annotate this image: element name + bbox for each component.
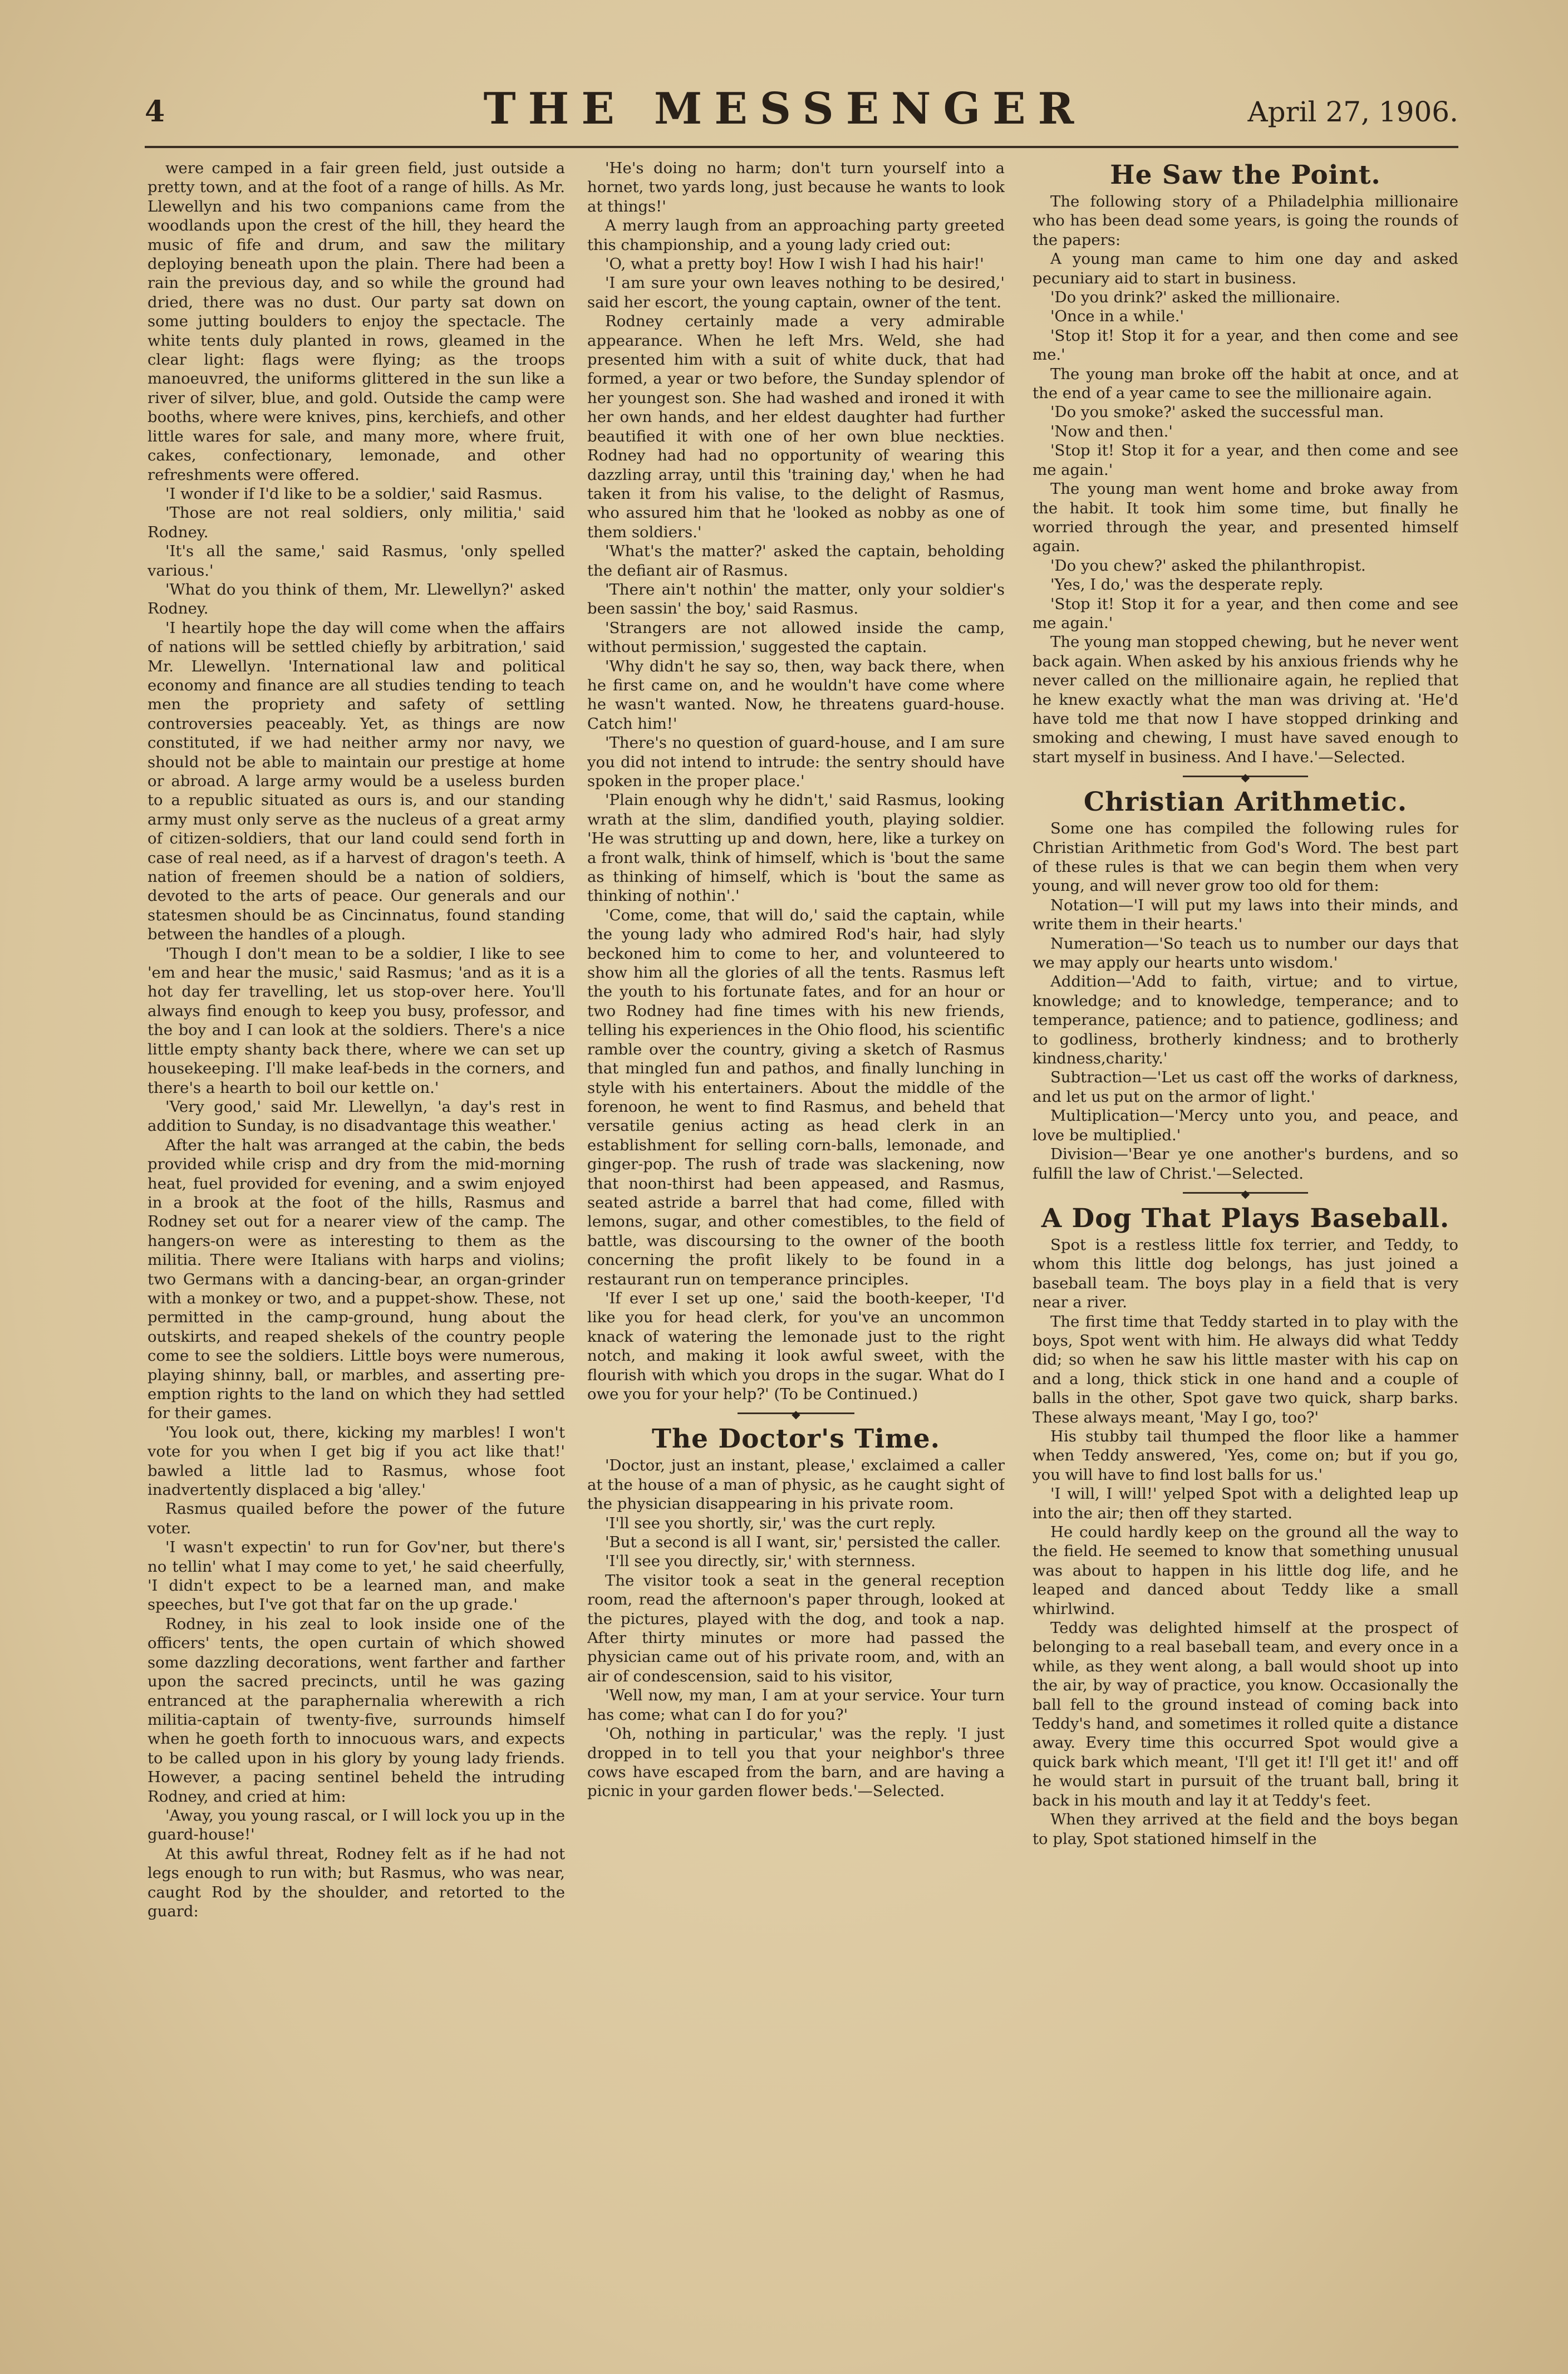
saw-the-point-paragraph: 'Do you drink?' asked the millionaire. bbox=[1050, 288, 1340, 307]
dog-baseball-paragraph: He could hardly keep on the ground all the way to the field. He seemed to know that something unusual was about to happen in his little dog life, and he leaped and danced about Teddy like a small whirlwind. bbox=[1033, 1523, 1458, 1618]
saw-the-point-paragraph: The young man stopped chewing, but he never went back again. When asked by his anxious friends why he never called on the millionaire again, he replied that he knew exactly what the man was driving at. 'He'd have told me that now I have stopped drinking and smoking and chewing, I must have saved enough to start myself in business. And I have.'—Selected. bbox=[1033, 633, 1458, 766]
column-1 bbox=[148, 159, 565, 2341]
story-paragraph: 'O, what a pretty boy! How I wish I had his hair!' bbox=[605, 255, 984, 273]
christian-arithmetic-paragraph: Division—'Bear ye one another's burdens, and so fulfill the law of Christ.'—Selected. bbox=[1033, 1145, 1458, 1183]
saw-the-point-paragraph: The young man broke off the habit at once, and at the end of a year came to see the millionaire again. bbox=[1033, 365, 1458, 403]
story-paragraph: Rasmus quailed before the power of the future voter. bbox=[148, 1500, 565, 1537]
story-paragraph: 'Why didn't he say so, then, way back there, when he first came on, and he wouldn't have come where he wasn't wanted. Now, he threatens guard-house. Catch him!' bbox=[587, 657, 1005, 733]
masthead bbox=[145, 84, 1458, 145]
christian-arithmetic-paragraph: Multiplication—'Mercy unto you, and peace, and love be multiplied.' bbox=[1033, 1107, 1458, 1144]
section-divider bbox=[1033, 767, 1458, 786]
saw-the-point-paragraph: The following story of a Philadelphia millionaire who has been dead some years, is going the rounds of the papers: bbox=[1033, 193, 1458, 249]
masthead-rule bbox=[145, 146, 1458, 148]
story-paragraph: 'He's doing no harm; don't turn yourself into a hornet, two yards long, just because he wants to look at things!' bbox=[587, 159, 1005, 215]
christian-arithmetic-heading: Christian Arithmetic. bbox=[1083, 787, 1408, 818]
story-paragraph: 'I wasn't expectin' to run for Gov'ner, but there's no tellin' what I may come to yet,' he said cheerfully, 'I didn't expect to be a learned man, and make speeches, but I've got that far on the up grade.' bbox=[148, 1538, 565, 1614]
story-paragraph: At this awful threat, Rodney felt as if he had not legs enough to run with; but Rasmus, who was near, caught Rod by the shoulder, and retorted to the guard: bbox=[148, 1845, 565, 1920]
story-paragraph: 'There's no question of guard-house, and I am sure you did not intend to intrude: the sentry should have spoken in the proper place.' bbox=[587, 734, 1005, 790]
newspaper-title: THE MESSENGER bbox=[483, 84, 1087, 134]
doctors-time-paragraph: 'Oh, nothing in particular,' was the reply. 'I just dropped in to tell you that your neighbor's three cows have escaped from the barn, and are having a picnic in your garden flower beds.'—Selected. bbox=[587, 1725, 1005, 1801]
dog-baseball-paragraph: Spot is a restless little fox terrier, and Teddy, to whom this little dog belongs, has just joined a baseball team. The boys play in a field that is very near a river. bbox=[1033, 1235, 1458, 1312]
dog-baseball-paragraph: Teddy was delighted himself at the prospect of belonging to a real baseball team, and every once in a while, as they went along, a ball would shoot up into the air, by way of practice, you know. Occasionally the ball fell to the ground instead of coming back into Teddy's hand, and sometimes it rolled quite a distance away. Every time this occurred Spot would give a quick bark which meant, 'I'll get it! I'll get it!' and off he would start in pursuit of the truant ball, bring it back in his mouth and lay it at Teddy's feet. bbox=[1033, 1619, 1458, 1809]
dog-baseball-paragraph: 'I will, I will!' yelped Spot with a delighted leap up into the air; then off they started. bbox=[1033, 1485, 1458, 1522]
story-paragraph: 'There ain't nothin' the matter, only your soldier's been sassin' the boy,' said Rasmus. bbox=[587, 580, 1005, 618]
page-number: 4 bbox=[145, 95, 165, 129]
story-paragraph: 'Plain enough why he didn't,' said Rasmus, looking wrath at the slim, dandified youth, playing soldier. 'He was strutting up and down, here, like a turkey on a front walk, think of himself, which is 'bout the same as thinking of himself, which is 'bout the same as thinking of nothin'.' bbox=[587, 791, 1005, 905]
story-paragraph: Rodney, in his zeal to look inside one of the officers' tents, the open curtain of which showed some dazzling decorations, went farther and farther upon the sacred precincts, until he was gazing entranced at the paraphernalia wherewith a rich militia-captain of twenty-five, surrounds himself when he goeth forth to innocuous wars, and expects to be called upon in his glory by young lady friends. However, a pacing sentinel beheld the intruding Rodney, and cried at him: bbox=[148, 1615, 565, 1806]
story-paragraph: After the halt was arranged at the cabin, the beds provided while crisp and dry from the mid-morning heat, fuel provided for evening, and a swim enjoyed in a brook at the foot of the hills, Rasmus and Rodney set out for a nearer view of the camp. The hangers-on were as interesting to them as the militia. There were Italians with harps and violins; two Germans with a dancing-bear, an organ-grinder with a monkey or two, and a puppet-show. These, not permitted in the camp-ground, hung about the outskirts, and reaped shekels of the country people come to see the soldiers. Little boys were numerous, playing shinny, ball, or marbles, and asserting pre-emption rights to the land on which they had settled for their games. bbox=[148, 1136, 565, 1423]
story-paragraph: were camped in a fair green field, just outside a pretty town, and at the foot of a range of hills. As Mr. Llewellyn and his two companions came from the woodlands upon the crest of the hill, they heard the music of fife and drum, and saw the military deploying beneath upon the plain. There had been a rain the previous day, and so while the ground had dried, there was no dust. Our party sat down on some jutting boulders to enjoy the spectacle. The white tents duly planted in rows, gleamed in the clear light: flags were flying; as the troops manoeuvred, the uniforms glittered in the sun like a river of silver, blue, and gold. Outside the camp were booths, where were knives, pins, kerchiefs, and other little wares for sale, and many more, where fruit, cakes, confectionary, lemonade, and other refreshments were offered. bbox=[148, 159, 565, 484]
doctors-time-paragraph: 'But a second is all I want, sir,' persisted the caller. bbox=[605, 1533, 1001, 1552]
saw-the-point-paragraph: The young man went home and broke away from the habit. It took him some time, but finally he worried through the year, and presented himself again. bbox=[1033, 480, 1458, 556]
saw-the-point-heading: He Saw the Point. bbox=[1110, 160, 1381, 190]
saw-the-point-paragraph: 'Stop it! Stop it for a year, and then come and see me again.' bbox=[1033, 595, 1458, 632]
section-divider bbox=[587, 1404, 1005, 1423]
story-paragraph: 'It's all the same,' said Rasmus, 'only spelled various.' bbox=[148, 542, 565, 580]
column-2 bbox=[587, 159, 1005, 2341]
saw-the-point-paragraph: A young man came to him one day and asked pecuniary aid to start in business. bbox=[1033, 250, 1458, 287]
story-paragraph: 'Come, come, that will do,' said the captain, while the young lady who admired Rod's hair, had slyly beckoned him to come to her, and volunteered to show him all the glories of all the tents. Rasmus left the youth to his fortunate fates, and for an hour or two Rodney had fine times with his new friends, telling his experiences in the Ohio flood, his scientific ramble over the country, giving a sketch of Rasmus that mingled fun and pathos, and finally lunching in style with his entertainers. About the middle of the forenoon, he went to find Rasmus, and beheld that versatile genius acting as head clerk in an establishment for selling corn-balls, lemonade, and ginger-pop. The rush of trade was slackening, now that noon-thirst had been appeased, and Rasmus, seated astride a barrel that had come, filled with lemons, sugar, and other comestibles, to the field of battle, was discoursing to the owner of the booth concerning the profit likely to be found in a restaurant run on temperance principles. bbox=[587, 906, 1005, 1288]
christian-arithmetic-paragraph: Subtraction—'Let us cast off the works of darkness, and let us put on the armor of light.' bbox=[1033, 1068, 1458, 1106]
story-paragraph: 'I am sure your own leaves nothing to be desired,' said her escort, the young captain, owner of the tent. bbox=[587, 274, 1005, 311]
story-paragraph: 'If ever I set up one,' said the booth-keeper, 'I'd like you for head clerk, for you've an uncommon knack of watering the lemonade just to the right notch, and making it look awful sweet, with the flourish with which you drops in the sugar. What do I owe you for your help?' (To be Continued.) bbox=[587, 1289, 1005, 1403]
section-divider bbox=[1033, 1183, 1458, 1202]
story-paragraph: 'What do you think of them, Mr. Llewellyn?' asked Rodney. bbox=[148, 580, 565, 618]
doctors-time-paragraph: 'Doctor, just an instant, please,' exclaimed a caller at the house of a man of physic, as he caught sight of the physician disappearing in his private room. bbox=[587, 1456, 1005, 1513]
story-paragraph: A merry laugh from an approaching party greeted this championship, and a young lady cried out: bbox=[587, 217, 1005, 254]
story-paragraph: 'Those are not real soldiers, only militia,' said Rodney. bbox=[148, 504, 565, 541]
saw-the-point-paragraph: 'Stop it! Stop it for a year, and then come and see me.' bbox=[1033, 326, 1458, 364]
christian-arithmetic-paragraph: Addition—'Add to faith, virtue; and to virtue, knowledge; and to knowledge, temperance; and to temperance, patience; and to patience, godliness; and to godliness, brotherly kindness; and to brotherly kindness,charity.' bbox=[1033, 973, 1458, 1068]
story-paragraph: 'I heartily hope the day will come when the affairs of nations will be settled chiefly by arbitration,' said Mr. Llewellyn. 'International law and political economy and finance are all studies tending to teach men the propriety and safety of settling controversies peaceably. Yet, as things are now constituted, if we had neither army nor navy, we should not be able to maintain our prestige at home or abroad. A large army would be a useless burden to a republic situated as ours is, and our standing army must only serve as the nucleus of a great army of citizen-soldiers, that our land could send forth in case of real need, as if a harvest of dragon's teeth. A nation of freemen should be a nation of soldiers, devoted to the arts of peace. Our generals and our statesmen should be as Cincinnatus, found standing between the handles of a plough. bbox=[148, 619, 565, 944]
doctors-time-paragraph: 'Well now, my man, I am at your service. Your turn has come; what can I do for you?' bbox=[587, 1686, 1005, 1724]
saw-the-point-paragraph: 'Yes, I do,' was the desperate reply. bbox=[1050, 576, 1324, 594]
doctors-time-paragraph: 'I'll see you directly, sir,' with sternness. bbox=[605, 1552, 916, 1571]
issue-date: April 27, 1906. bbox=[1247, 96, 1458, 128]
doctors-time-paragraph: 'I'll see you shortly, sir,' was the curt reply. bbox=[605, 1514, 936, 1532]
doctors-time-paragraph: The visitor took a seat in the general reception room, read the afternoon's paper through, looked at the pictures, played with the dog, and took a nap. After thirty minutes or more had passed the physician came out of his private room, and, with an air of condescension, said to his visitor, bbox=[587, 1571, 1005, 1685]
story-paragraph: 'Very good,' said Mr. Llewellyn, 'a day's rest in addition to Sunday, is no disadvantage this weather.' bbox=[148, 1097, 565, 1135]
story-paragraph: Rodney certainly made a very admirable appearance. When he left Mrs. Weld, she had presented him with a suit of white duck, that had formed, a year or two before, the Sunday splendor of her youngest son. She had washed and ironed it with her own hands, and her eldest daughter had further beautified it with one of her own blue neckties. Rodney had had no opportunity of wearing this dazzling array, until this 'training day,' when he had taken it from his valise, to the delight of Rasmus, who assured him that he 'looked as nobby as one of them soldiers.' bbox=[587, 312, 1005, 541]
doctors-time-heading: The Doctor's Time. bbox=[652, 1424, 940, 1455]
story-paragraph: 'Away, you young rascal, or I will lock you up in the guard-house!' bbox=[148, 1806, 565, 1844]
dog-baseball-heading: A Dog That Plays Baseball. bbox=[1041, 1203, 1450, 1234]
christian-arithmetic-paragraph: Notation—'I will put my laws into their minds, and write them in their hearts.' bbox=[1033, 896, 1458, 934]
dog-baseball-paragraph: The first time that Teddy started in to play with the boys, Spot went with him. He always did what Teddy did; so when he saw his little master with his cap on and a long, thick stick in one hand and a couple of balls in the other, Spot gave two quick, sharp barks. These always meant, 'May I go, too?' bbox=[1033, 1312, 1458, 1426]
christian-arithmetic-paragraph: Some one has compiled the following rules for Christian Arithmetic from God's Word. The best part of these rules is that we can begin them when very young, and will never grow too old for them: bbox=[1033, 820, 1458, 895]
story-paragraph: 'You look out, there, kicking my marbles! I won't vote for you when I get big if you act like that!' bawled a little lad to Rasmus, whose foot inadvertently displaced a big 'alley.' bbox=[148, 1423, 565, 1499]
saw-the-point-paragraph: 'Do you smoke?' asked the successful man. bbox=[1050, 403, 1384, 421]
saw-the-point-paragraph: 'Now and then.' bbox=[1050, 422, 1173, 440]
story-paragraph: 'I wonder if I'd like to be a soldier,' said Rasmus. bbox=[165, 484, 543, 503]
column-3 bbox=[1033, 159, 1458, 2341]
story-paragraph: 'Strangers are not allowed inside the camp, without permission,' suggested the captain. bbox=[587, 619, 1005, 656]
saw-the-point-paragraph: 'Do you chew?' asked the philanthropist. bbox=[1050, 556, 1366, 575]
dog-baseball-paragraph: His stubby tail thumped the floor like a hammer when Teddy answered, 'Yes, come on; but if you go, you will have to find lost balls for us.' bbox=[1033, 1427, 1458, 1484]
saw-the-point-paragraph: 'Stop it! Stop it for a year, and then come and see me again.' bbox=[1033, 442, 1458, 479]
christian-arithmetic-paragraph: Numeration—'So teach us to number our days that we may apply our hearts unto wisdom.' bbox=[1033, 934, 1458, 972]
dog-baseball-paragraph: When they arrived at the field and the boys began to play, Spot stationed himself in the bbox=[1033, 1811, 1458, 1848]
saw-the-point-paragraph: 'Once in a while.' bbox=[1050, 307, 1184, 326]
story-paragraph: 'Though I don't mean to be a soldier, I like to see 'em and hear the music,' said Rasmus; 'and as it is a hot day fer travelling, let us stop-over here. You'll always find enough to keep you busy, professor, and the boy and I can look at the soldiers. There's a nice little empty shanty back there, where we can set up housekeeping. I'll make leaf-beds in the corners, and there's a hearth to boil our kettle on.' bbox=[148, 944, 565, 1097]
story-paragraph: 'What's the matter?' asked the captain, beholding the defiant air of Rasmus. bbox=[587, 542, 1005, 580]
